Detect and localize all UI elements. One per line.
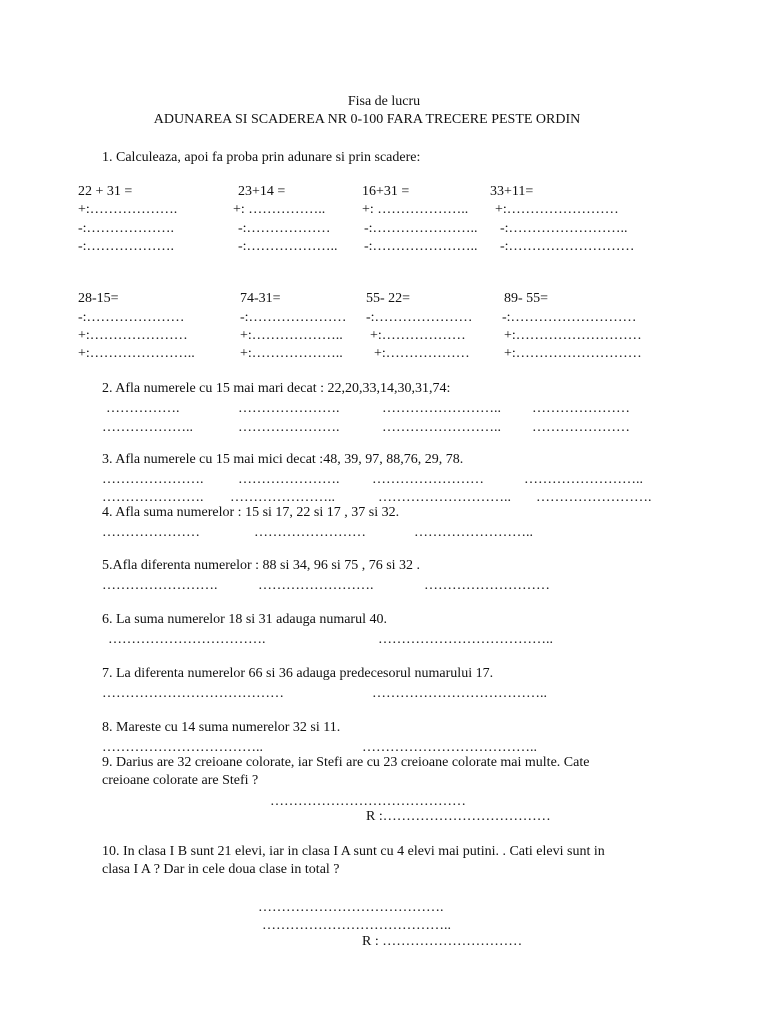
answer-line: R : ………………………… — [362, 934, 523, 949]
ex1-proof-line: +:………………….. — [78, 346, 195, 361]
ex1-equation: 55- 22= — [366, 291, 411, 306]
ex1-prompt: 1. Calculeaza, apoi fa proba prin adunare si prin scadere: — [102, 150, 421, 165]
ex1-equation: 33+11= — [490, 184, 534, 199]
answer-line: …………………….. — [382, 420, 501, 435]
ex9-prompt: creioane colorate are Stefi ? — [102, 773, 259, 788]
worksheet-subtitle: ADUNAREA SI SCADEREA NR 0-100 FARA TRECERE PESTE ORDIN — [153, 112, 581, 127]
answer-line: …………………………….. — [102, 740, 263, 755]
ex1-proof-line: +: …………….. — [233, 202, 326, 217]
ex1-equation: 22 + 31 = — [78, 184, 133, 199]
ex1-equation: 23+14 = — [238, 184, 286, 199]
ex5-prompt: 5.Afla diferenta numerelor : 88 si 34, 96 si 75 , 76 si 32 . — [102, 558, 421, 573]
ex1-proof-line: -:……………………… — [502, 310, 637, 325]
answer-line: ……………………… — [424, 578, 550, 593]
answer-line: …………………. — [102, 490, 204, 505]
ex1-proof-line: -:……………….. — [238, 239, 338, 254]
answer-line: ………………… — [532, 420, 630, 435]
answer-line: ………………….. — [230, 490, 335, 505]
ex7-prompt: 7. La diferenta numerelor 66 si 36 adauga predecesorul numarului 17. — [102, 666, 494, 681]
ex2-prompt: 2. Afla numerele cu 15 mai mari decat : 22,20,33,14,30,31,74: — [102, 381, 451, 396]
ex8-prompt: 8. Mareste cu 14 suma numerelor 32 si 11. — [102, 720, 341, 735]
ex1-proof-line: -:………………….. — [364, 221, 478, 236]
ex6-prompt: 6. La suma numerelor 18 si 31 adauga numarul 40. — [102, 612, 387, 627]
answer-line: …………………… — [254, 525, 366, 540]
ex1-proof-line: -:………………. — [78, 221, 175, 236]
answer-line: ……………………………….. — [372, 686, 547, 701]
ex1-equation: 89- 55= — [504, 291, 549, 306]
ex1-proof-line: +:……………… — [370, 328, 466, 343]
ex1-proof-line: -:……………………… — [500, 239, 635, 254]
answer-line: …………………… — [372, 472, 484, 487]
ex1-proof-line: +:……………….. — [240, 328, 343, 343]
ex1-proof-line: +:……………… — [374, 346, 470, 361]
ex1-proof-line: -:………………… — [240, 310, 347, 325]
ex1-equation: 74-31= — [240, 291, 281, 306]
answer-line: ………………… — [102, 525, 200, 540]
answer-line: R :……………………………… — [366, 809, 551, 824]
answer-line: ……………………………….. — [362, 740, 537, 755]
ex1-proof-line: -:………………….. — [364, 239, 478, 254]
answer-line: ……………. — [106, 401, 180, 416]
ex3-prompt: 3. Afla numerele cu 15 mai mici decat :48, 39, 97, 88,76, 29, 78. — [102, 452, 464, 467]
answer-line: ……………….. — [102, 420, 193, 435]
ex1-proof-line: +:…………………… — [495, 202, 619, 217]
answer-line: …………………….. — [524, 472, 643, 487]
answer-line: …………………. — [238, 420, 340, 435]
ex10-prompt: 10. In clasa I B sunt 21 elevi, iar in clasa I A sunt cu 4 elevi mai putini. . Cati elevi sunt in — [102, 844, 605, 859]
answer-line: ………………………………… — [102, 686, 284, 701]
answer-line: ……………………. — [102, 578, 218, 593]
answer-line: …………………….. — [382, 401, 501, 416]
answer-line: ………………… — [532, 401, 630, 416]
answer-line: ………………………………….. — [262, 918, 451, 933]
ex1-proof-line: -:………………. — [78, 239, 175, 254]
answer-line: …………………….. — [414, 525, 533, 540]
ex1-proof-line: -:……………… — [238, 221, 331, 236]
ex1-equation: 16+31 = — [362, 184, 410, 199]
answer-line: …………………. — [238, 401, 340, 416]
ex1-proof-line: -:………………… — [366, 310, 473, 325]
answer-line: …………………. — [102, 472, 204, 487]
ex1-proof-line: +:………………… — [78, 328, 188, 343]
answer-line: …………………………………… — [270, 794, 466, 809]
worksheet-title: Fisa de lucru — [347, 94, 421, 109]
ex1-proof-line: +:……………….. — [240, 346, 343, 361]
answer-line: ……………………………….. — [378, 632, 553, 647]
ex1-proof-line: -:………………… — [78, 310, 185, 325]
ex10-prompt: clasa I A ? Dar in cele doua clase in total ? — [102, 862, 340, 877]
ex4-prompt: 4. Afla suma numerelor : 15 si 17, 22 si 17 , 37 si 32. — [102, 505, 400, 520]
answer-line: ……………………. — [536, 490, 652, 505]
ex1-proof-line: +:……………………… — [504, 328, 642, 343]
answer-line: ……………………….. — [378, 490, 511, 505]
answer-line: …………………………………. — [258, 900, 444, 915]
ex1-proof-line: +: ……………….. — [362, 202, 469, 217]
ex9-prompt: 9. Darius are 32 creioane colorate, iar Stefi are cu 23 creioane colorate mai multe. Cate — [102, 755, 590, 770]
answer-line: ……………………………. — [108, 632, 266, 647]
answer-line: …………………. — [238, 472, 340, 487]
ex1-proof-line: +:……………………… — [504, 346, 642, 361]
answer-line: ……………………. — [258, 578, 374, 593]
ex1-proof-line: -:…………………….. — [500, 221, 628, 236]
ex1-proof-line: +:………………. — [78, 202, 178, 217]
ex1-equation: 28-15= — [78, 291, 119, 306]
